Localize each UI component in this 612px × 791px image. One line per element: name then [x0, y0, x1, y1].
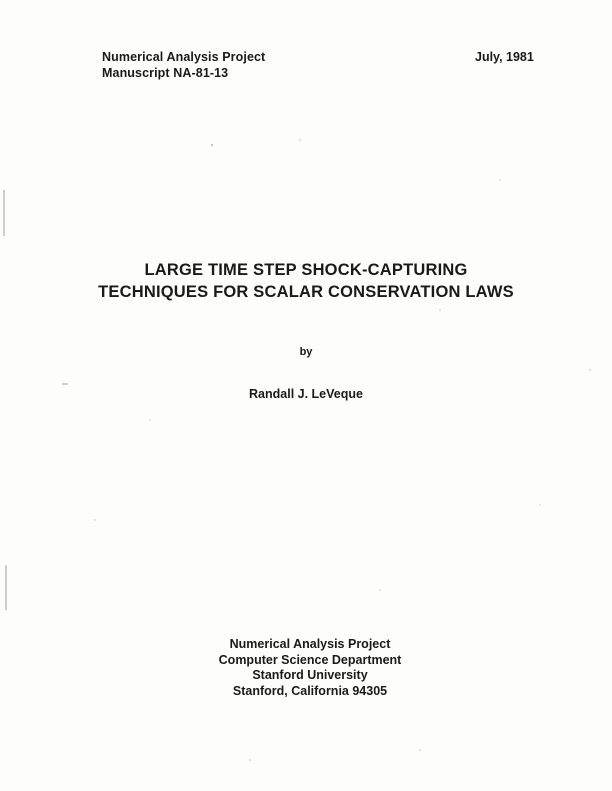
manuscript-number: Manuscript NA-81-13: [102, 66, 229, 80]
footer-line-3: Stanford University: [252, 668, 368, 682]
header-project-info: [102, 49, 265, 81]
document-title: [60, 259, 552, 303]
title-line-2: TECHNIQUES FOR SCALAR CONSERVATION LAWS: [98, 283, 514, 301]
author-name: Randall J. LeVeque: [249, 387, 363, 401]
institution-address: [160, 637, 460, 699]
footer-line-2: Computer Science Department: [218, 652, 402, 667]
header-date: July, 1981: [475, 50, 534, 64]
footer-line-4: Stanford, California 94305: [232, 683, 388, 698]
title-line-1: LARGE TIME STEP SHOCK-CAPTURING: [144, 261, 468, 279]
by-label: by: [299, 346, 313, 358]
project-name: Numerical Analysis Project: [102, 50, 266, 64]
footer-line-1: Numerical Analysis Project: [229, 637, 391, 651]
